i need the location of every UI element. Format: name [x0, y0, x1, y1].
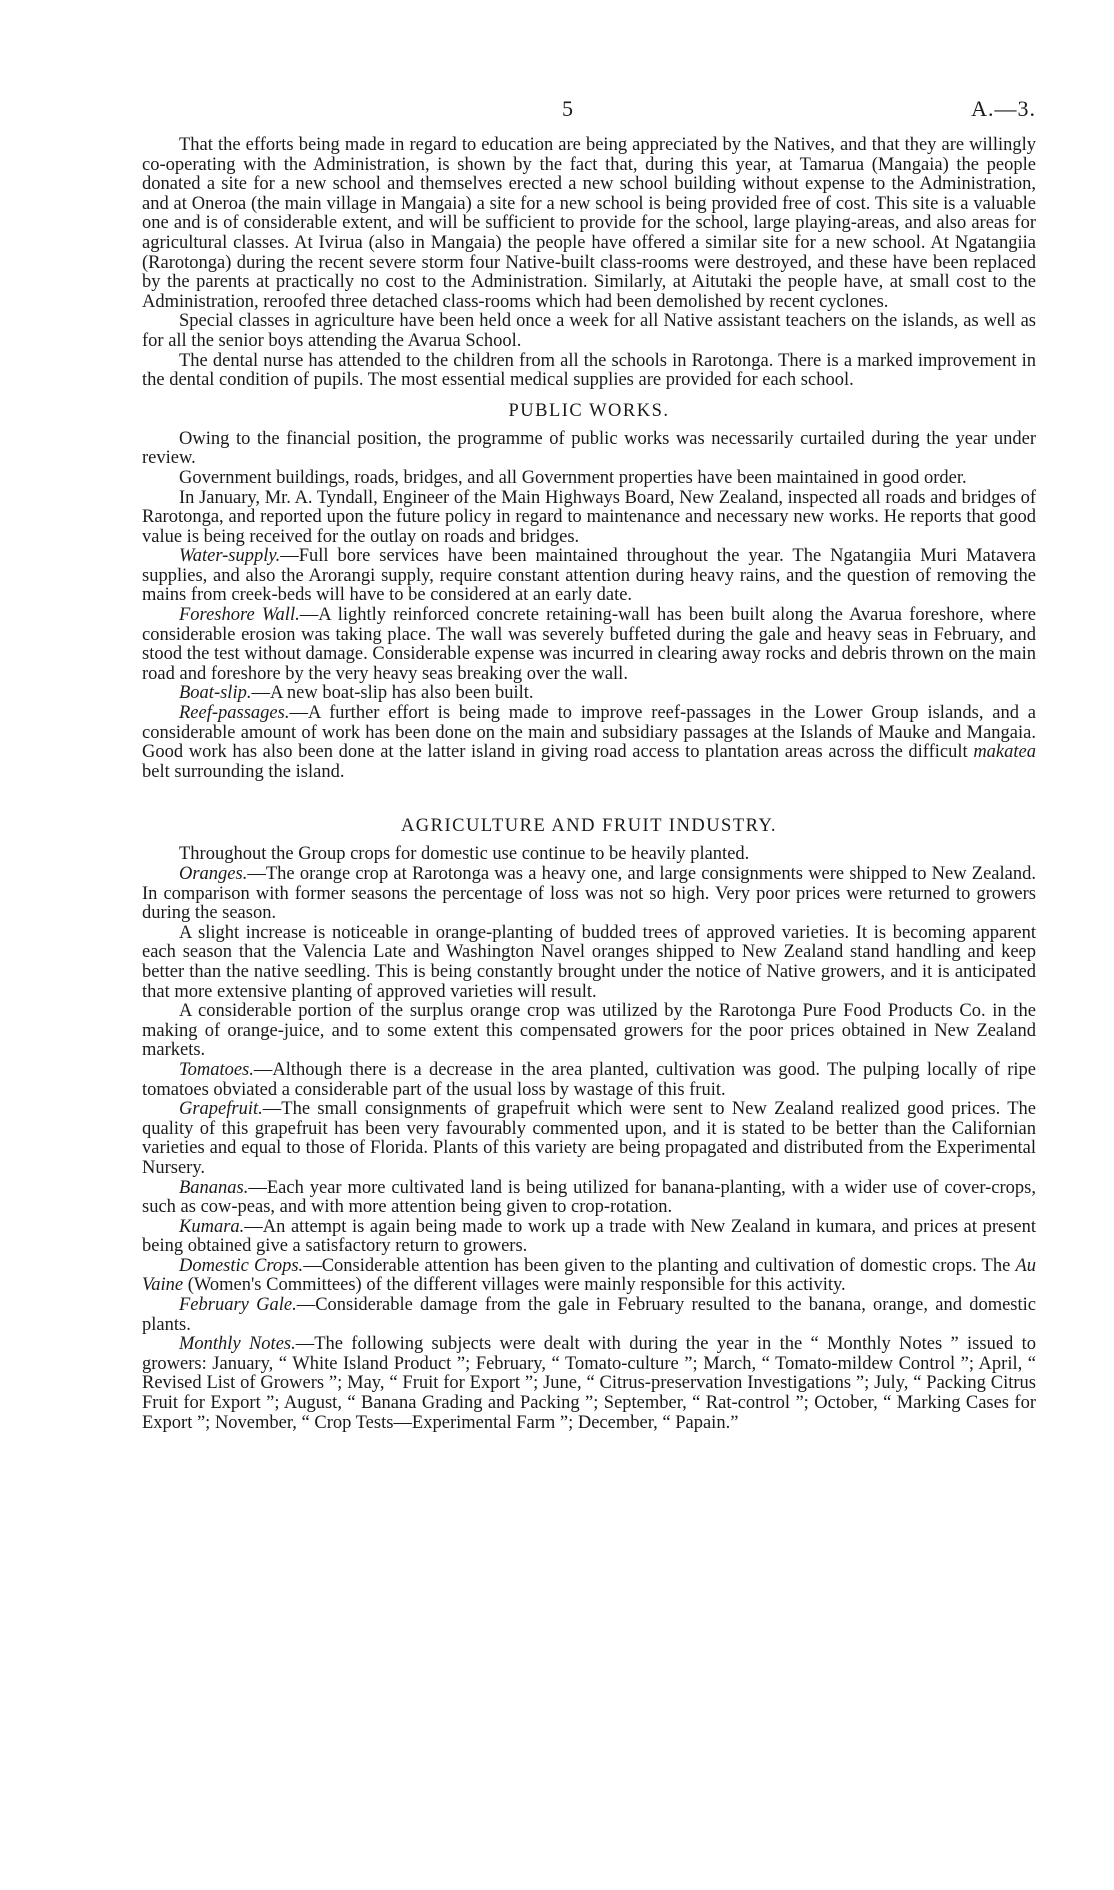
paragraph-foreshore-wall: Foreshore Wall.—A lightly reinforced concrete retaining-wall has been built along the Avarua foreshore, where considerable erosion was taking place. The wall was severely buffeted during the gale and heavy seas in February, and stood the test without damage. Considerable expense was incurred in clearing away rocks and debris thrown on the main road and foreshore by the very heavy seas breaking over the wall.	[142, 605, 1036, 684]
paragraph: The dental nurse has attended to the children from all the schools in Rarotonga. There is a marked improvement in the dental condition of pupils. The most essential medical supplies are provided for each school.	[142, 350, 1036, 391]
paragraph-lead: Monthly Notes.	[179, 1334, 296, 1355]
paragraph-oranges: Oranges.—The orange crop at Rarotonga was a heavy one, and large consignments were shipped to New Zealand. In comparison with former seasons the percentage of loss was not so high. Very poor prices were returned to growers during the season.	[142, 864, 1036, 924]
paragraph: Owing to the financial position, the programme of public works was necessarily curtailed during the year under review.	[142, 428, 1036, 469]
paragraph: A slight increase is noticeable in orange-planting of budded trees of approved varieties. It is becoming apparent each season that the Valencia Late and Washington Navel oranges shipped to New Zealand stand handling and keep better than the native seedling. This is being constantly brought under the notice of Native growers, and it is anticipated that more extensive planting of approved varieties will result.	[142, 922, 1036, 1002]
paragraph-lead: Kumara.	[179, 1216, 245, 1237]
paragraph-lead: Boat-slip.	[179, 683, 252, 704]
paragraph-grapefruit: Grapefruit.—The small consignments of grapefruit which were sent to New Zealand realized good prices. The quality of this grapefruit has been very favourably commented upon, and it is stated to be better than the Californian varieties and equal to those of Florida. Plants of this variety are being propagated and distributed from the Experimental Nursery.	[142, 1099, 1036, 1178]
section-heading-public-works: PUBLIC WORKS.	[508, 400, 670, 421]
page-header	[142, 96, 1036, 136]
paragraph-february-gale: February Gale.—Considerable damage from the gale in February resulted to the banana, orange, and domestic plants.	[142, 1295, 1036, 1335]
paragraph: In January, Mr. A. Tyndall, Engineer of the Main Highways Board, New Zealand, inspected all roads and bridges of Rarotonga, and reported upon the future policy in regard to maintenance and necessary new works. He reports that good value is being received for the outlay on roads and bridges.	[142, 487, 1036, 547]
paragraph: A considerable portion of the surplus orange crop was utilized by the Rarotonga Pure Food Products Co. in the making of orange-juice, and to some extent this compensated growers for the poor prices obtained in New Zealand markets.	[142, 1001, 1036, 1061]
paragraph-lead: Water-supply.	[179, 546, 281, 567]
paragraph-lead: February Gale.	[179, 1295, 297, 1316]
paragraph-reef-passages: Reef-passages.—A further effort is being made to improve reef-passages in the Lower Group islands, and a considerable amount of work has been done on the main and subsidiary passages at the Islands of Mauke and Mangaia. Good work has also been done at the latter island in giving road access to plantation areas across the difficult makatea belt surrounding the island.	[142, 703, 1036, 782]
document-code: A.—3.	[971, 96, 1036, 121]
page-number: 5	[562, 96, 573, 121]
paragraph-lead: Reef-passages.	[179, 703, 290, 724]
paragraph-boat-slip: Boat-slip.—A new boat-slip has also been built.	[179, 683, 534, 704]
section-heading-agriculture: AGRICULTURE AND FRUIT INDUSTRY.	[400, 816, 778, 837]
paragraph-domestic-crops: Domestic Crops.—Considerable attention has been given to the planting and cultivation of domestic crops. The Au Vaine (Women's Committees) of the different villages were mainly responsible for this activity.	[142, 1255, 1036, 1296]
paragraph-lead: Grapefruit.	[179, 1099, 263, 1120]
paragraph-monthly-notes: Monthly Notes.—The following subjects were dealt with during the year in the “ Monthly Notes ” issued to growers: January, “ White Island Product ”; February, “ Tomato-culture ”; March, “ Tomato-mildew Control ”; April, “ Revised List of Growers ”; May, “ Fruit for Export ”; June, “ Citrus-preservation Investigations ”; July, “ Packing Citrus Fruit for Export ”; August, “ Banana Grading and Packing ”; September, “ Rat-control ”; October, “ Marking Cases for Export ”; November, “ Crop Tests—Experimental Farm ”; December, “ Papain.”	[142, 1334, 1036, 1433]
paragraph: That the efforts being made in regard to education are being appreciated by the Natives, and that they are willingly co-operating with the Administration, is shown by the fact that, during this year, at Tamarua (Mangaia) the people donated a site for a new school and themselves erected a new school building without expense to the Administration, and at Oneroa (the main village in Mangaia) a site for a new school is being provided free of cost. This site is a valuable one and is of considerable extent, and will be sufficient to provide for the school, large playing-areas, and also areas for agricultural classes. At Ivirua (also in Mangaia) the people have offered a similar site for a new school. At Ngatangiia (Rarotonga) during the recent severe storm four Native-built class-rooms were destroyed, and these have been replaced by the parents at practically no cost to the Administration. Similarly, at Aitutaki the people have, at small cost to the Administration, reroofed three detached class-rooms which had been demolished by recent cyclones.	[142, 135, 1036, 312]
paragraph-tomatoes: Tomatoes.—Although there is a decrease in the area planted, cultivation was good. The pulping locally of ripe tomatoes obviated a considerable part of the usual loss by wastage of this fruit.	[142, 1059, 1036, 1100]
paragraph-lead: Oranges.	[179, 864, 248, 884]
paragraph: Government buildings, roads, bridges, and all Government properties have been maintained in good order.	[179, 467, 967, 488]
paragraph-lead: Foreshore Wall.	[179, 605, 300, 626]
paragraph-kumara: Kumara.—An attempt is again being made to work up a trade with New Zealand in kumara, and prices at present being obtained give a satisfactory return to growers.	[142, 1216, 1036, 1257]
paragraph: Throughout the Group crops for domestic use continue to be heavily planted.	[179, 844, 750, 865]
paragraph-lead: Tomatoes.	[179, 1059, 254, 1080]
paragraph-lead: Bananas.	[179, 1177, 249, 1198]
paragraph-water-supply: Water-supply.—Full bore services have been maintained throughout the year. The Ngatangiia Muri Matavera supplies, and also the Arorangi supply, require constant attention during heavy rains, and the question of removing the mains from creek-beds will have to be considered at an early date.	[142, 546, 1036, 606]
paragraph-bananas: Bananas.—Each year more cultivated land is being utilized for banana-planting, with a wider use of cover-crops, such as cow-peas, and with more attention being given to crop-rotation.	[142, 1177, 1036, 1218]
paragraph-lead: Domestic Crops.	[179, 1255, 304, 1276]
paragraph: Special classes in agriculture have been held once a week for all Native assistant teachers on the islands, as well as for all the senior boys attending the Avarua School.	[142, 311, 1036, 351]
